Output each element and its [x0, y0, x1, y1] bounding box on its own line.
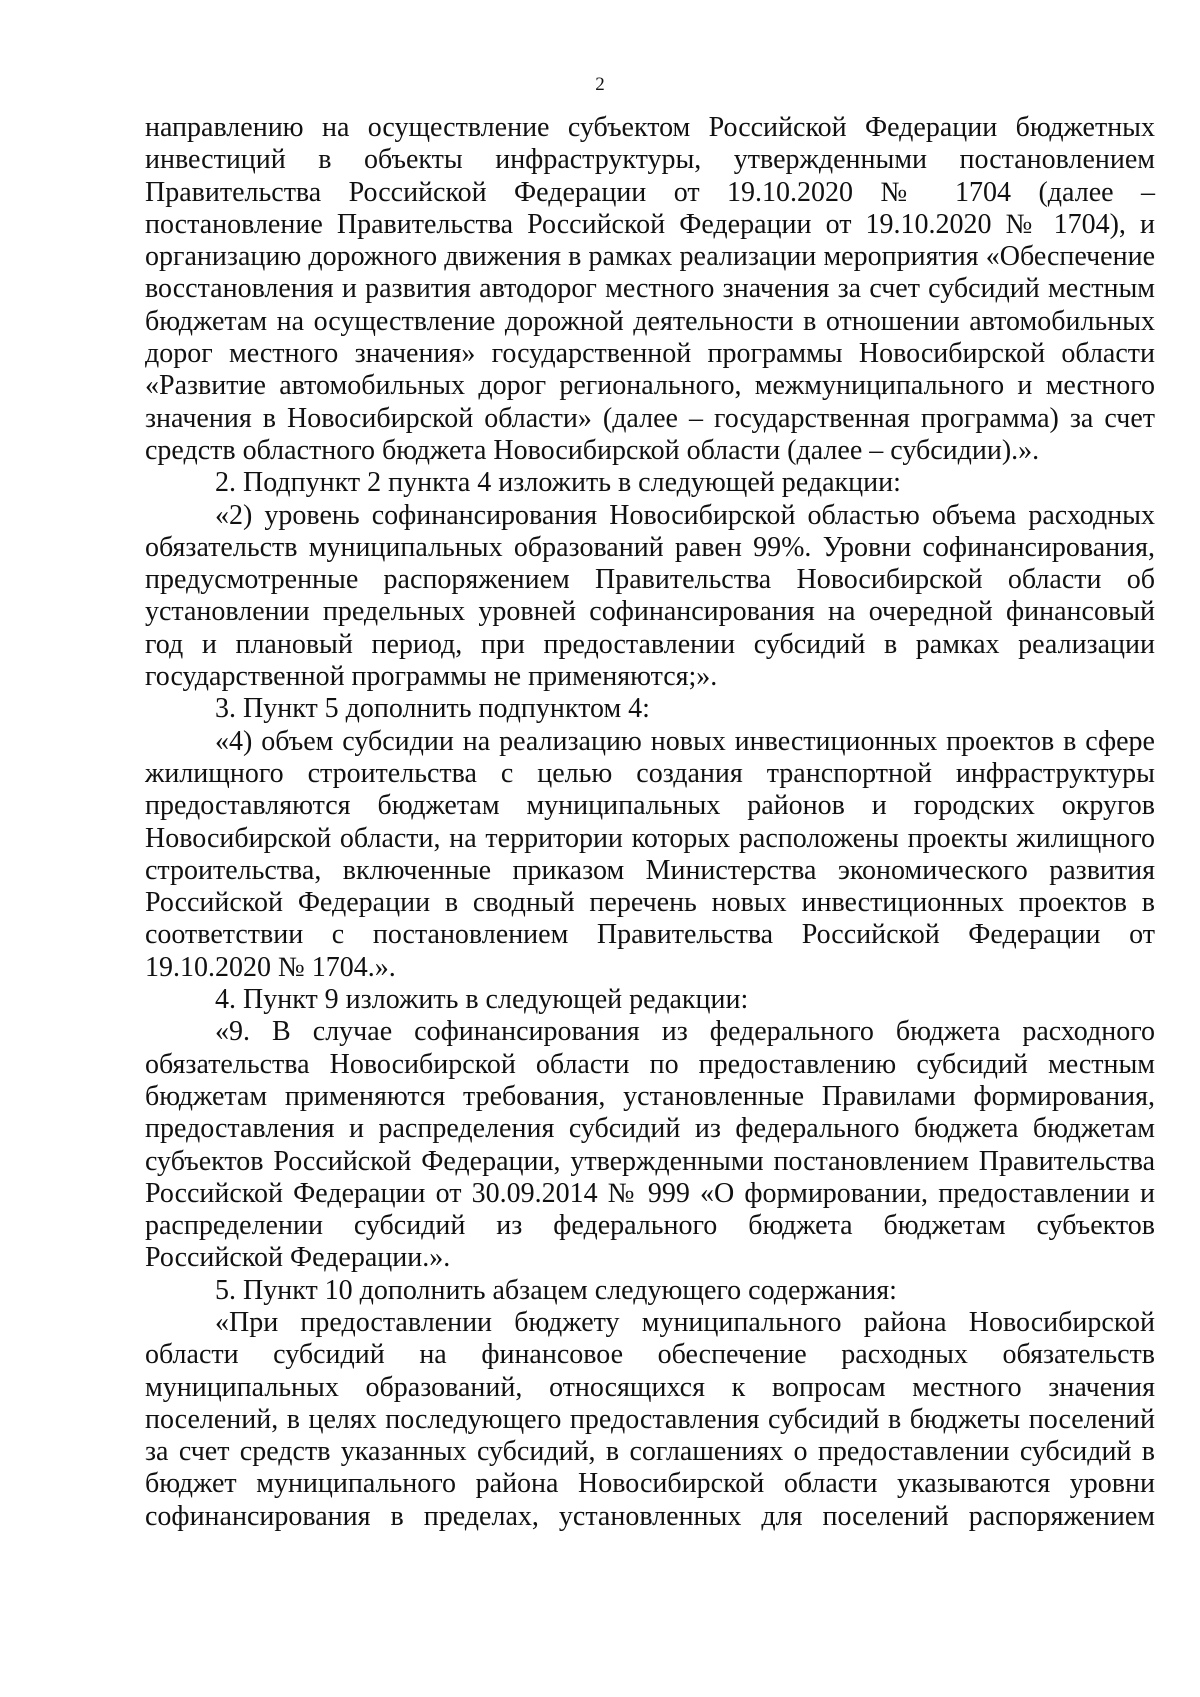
page-number: 2 [595, 74, 605, 95]
paragraph-item-2-heading: 2. Подпункт 2 пункта 4 изложить в следующей редакции: [215, 467, 901, 499]
paragraph-item-5-heading: 5. Пункт 10 дополнить абзацем следующего содержания: [215, 1274, 897, 1306]
paragraph-item-2-text: «2) уровень софинансирования Новосибирской областью объема расходных обязательств муниципальных образований равен 99%. Уровни софинансирования, предусмотренные распоряжением Правительства Новосибирской области об установлении предельных уровней софинансирования на очередной финансовый год и плановый период, при предоставлении субсидий в рамках реализации государственной программы не применяются;». [145, 499, 1155, 693]
paragraph-item-5-text: «При предоставлении бюджету муниципального района Новосибирской области субсидий на финансовое обеспечение расходных обязательств муниципальных образований, относящихся к вопросам местного значения поселений, в целях последующего предоставления субсидий в бюджеты поселений за счет средств указанных субсидий, в соглашениях о предоставлении субсидий в бюджет муниципального района Новосибирской области указываются уровни софинансирования в пределах, установленных для поселений распоряжением [145, 1306, 1155, 1532]
paragraph-item-4-heading: 4. Пункт 9 изложить в следующей редакции: [215, 984, 749, 1016]
paragraph-continuation: направлению на осуществление субъектом Российской Федерации бюджетных инвестиций в объекты инфраструктуры, утвержденными постановлением Правительства Российской Федерации от 19.10.2020 № 1704 (далее – постановление Правительства Российской Федерации от 19.10.2020 № 1704), и организацию дорожного движения в рамках реализации мероприятия «Обеспечение восстановления и развития автодорог местного значения за счет субсидий местным бюджетам на осуществление дорожной деятельности в отношении автомобильных дорог местного значения» государственной программы Новосибирской области «Развитие автомобильных дорог регионального, межмуниципального и местного значения в Новосибирской области» (далее – государственная программа) за счет средств областного бюджета Новосибирской области (далее – субсидии).». [145, 112, 1155, 466]
paragraph-item-3-text: «4) объем субсидии на реализацию новых инвестиционных проектов в сфере жилищного строительства с целью создания транспортной инфраструктуры предоставляются бюджетам муниципальных районов и городских округов Новосибирской области, на территории которых расположены проекты жилищного строительства, включенные приказом Министерства экономического развития Российской Федерации в сводный перечень новых инвестиционных проектов в соответствии с постановлением Правительства Российской Федерации от 19.10.2020 № 1704.». [145, 725, 1155, 983]
paragraph-item-3-heading: 3. Пункт 5 дополнить подпунктом 4: [215, 693, 650, 725]
paragraph-item-4-text: «9. В случае софинансирования из федерального бюджета расходного обязательства Новосибирской области по предоставлению субсидий местным бюджетам применяются требования, установленные Правилами формирования, предоставления и распределения субсидий из федерального бюджета бюджетам субъектов Российской Федерации, утвержденными постановлением Правительства Российской Федерации от 30.09.2014 № 999 «О формировании, предоставлении и распределении субсидий из федерального бюджета бюджетам субъектов Российской Федерации.». [145, 1016, 1155, 1274]
document-body [145, 112, 1155, 1533]
